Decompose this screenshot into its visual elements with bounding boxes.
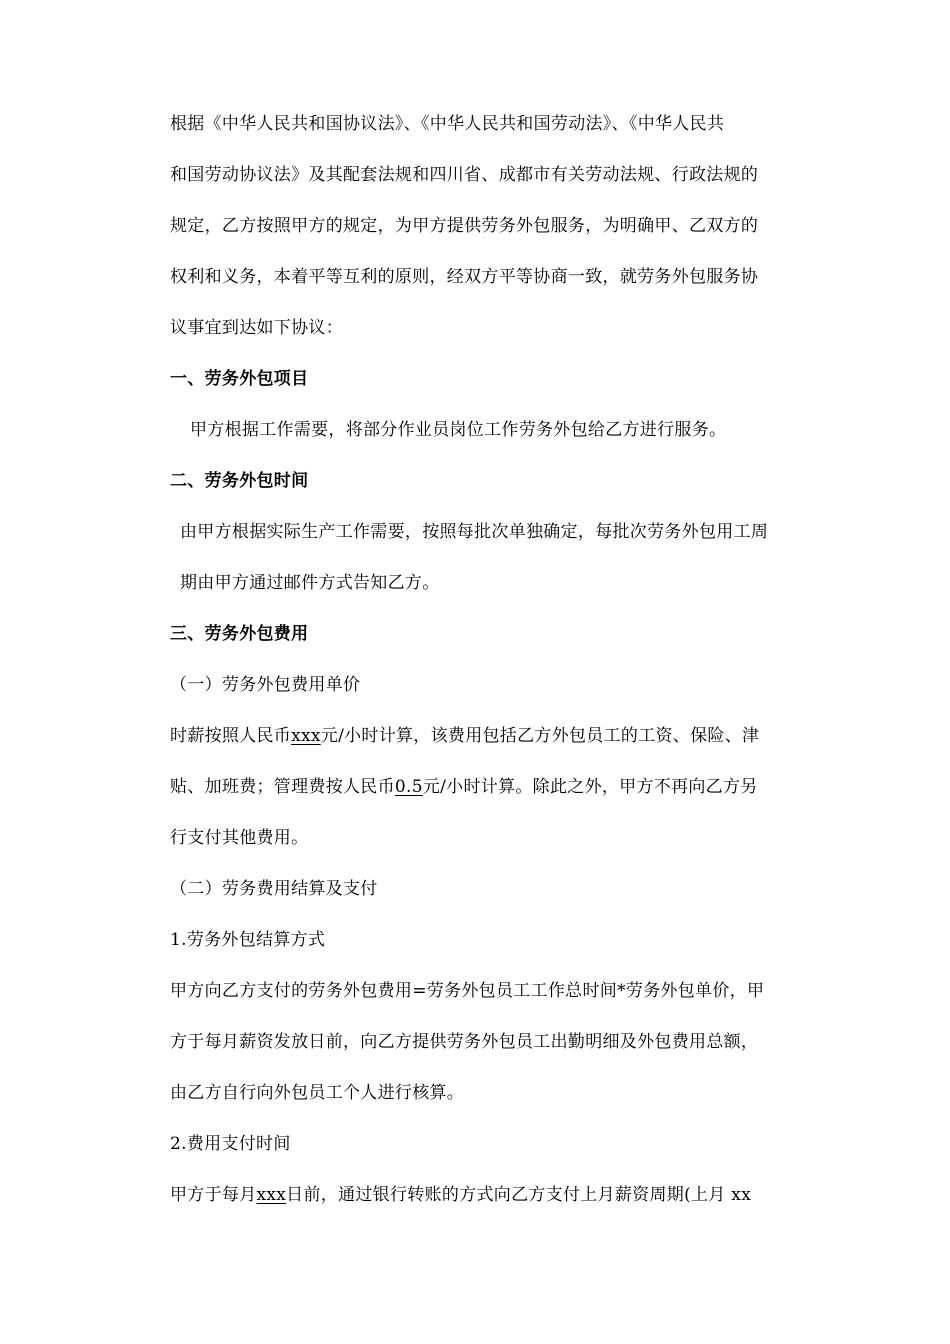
intro-line-4: 权利和义务，本着平等互利的原则，经双方平等协商一致，就劳务外包服务协 xyxy=(170,267,759,287)
hourly-rate-value: xxx xyxy=(291,726,321,746)
intro-line-3: 规定，乙方按照甲方的规定，为甲方提供劳务外包服务，为明确甲、乙双方的 xyxy=(170,216,759,236)
unit-price-line-2 xyxy=(170,775,758,799)
unit-price-text-b: 元/小时计算，该费用包括乙方外包员工的工资、保险、津 xyxy=(320,726,760,746)
payment-time-line-1 xyxy=(170,1183,751,1207)
section-2-line-1: 由甲方根据实际生产工作需要，按照每批次单独确定，每批次劳务外包用工周 xyxy=(180,522,769,542)
section-2-heading: 二、劳务外包时间 xyxy=(170,471,309,491)
payment-day-value: xxx xyxy=(256,1185,287,1205)
intro-line-1: 根据《中华人民共和国协议法》、《中华人民共和国劳动法》、《中华人民共 xyxy=(170,114,725,134)
section-1-body: 甲方根据工作需要，将部分作业员岗位工作劳务外包给乙方进行服务。 xyxy=(190,420,727,440)
payment-time-text-b: 日前，通过银行转账的方式向乙方支付上月薪资周期(上月 xx xyxy=(286,1185,752,1205)
settlement-line-1: 甲方向乙方支付的劳务外包费用=劳务外包员工工作总时间*劳务外包单价，甲 xyxy=(170,981,765,1001)
section-1-heading: 一、劳务外包项目 xyxy=(170,369,309,389)
management-fee-text-a: 贴、加班费；管理费按人民币 xyxy=(170,777,395,797)
subsection-unit-price-heading: （一）劳务外包费用单价 xyxy=(170,675,361,695)
subsection-settlement-heading: （二）劳务费用结算及支付 xyxy=(170,879,378,899)
unit-price-line-1 xyxy=(170,724,759,748)
intro-line-2: 和国劳动协议法》及其配套法规和四川省、成都市有关劳动法规、行政法规的 xyxy=(170,165,759,185)
settlement-line-3: 由乙方自行向外包员工个人进行核算。 xyxy=(170,1083,465,1103)
settlement-line-2: 方于每月薪资发放日前，向乙方提供劳务外包员工出勤明细及外包费用总额， xyxy=(170,1032,759,1052)
management-fee-value: 0.5 xyxy=(394,777,423,797)
item-settlement-method-heading: 1.劳务外包结算方式 xyxy=(170,930,326,950)
management-fee-text-b: 元/小时计算。除此之外，甲方不再向乙方另 xyxy=(422,777,758,797)
section-2-line-2: 期由甲方通过邮件方式告知乙方。 xyxy=(180,573,440,593)
unit-price-text-a: 时薪按照人民币 xyxy=(170,726,292,746)
unit-price-line-3: 行支付其他费用。 xyxy=(170,828,309,848)
section-3-heading: 三、劳务外包费用 xyxy=(170,624,309,644)
item-payment-time-heading: 2.费用支付时间 xyxy=(170,1134,291,1154)
intro-line-5: 议事宜到达如下协议： xyxy=(170,318,343,338)
payment-time-text-a: 甲方于每月 xyxy=(170,1185,257,1205)
